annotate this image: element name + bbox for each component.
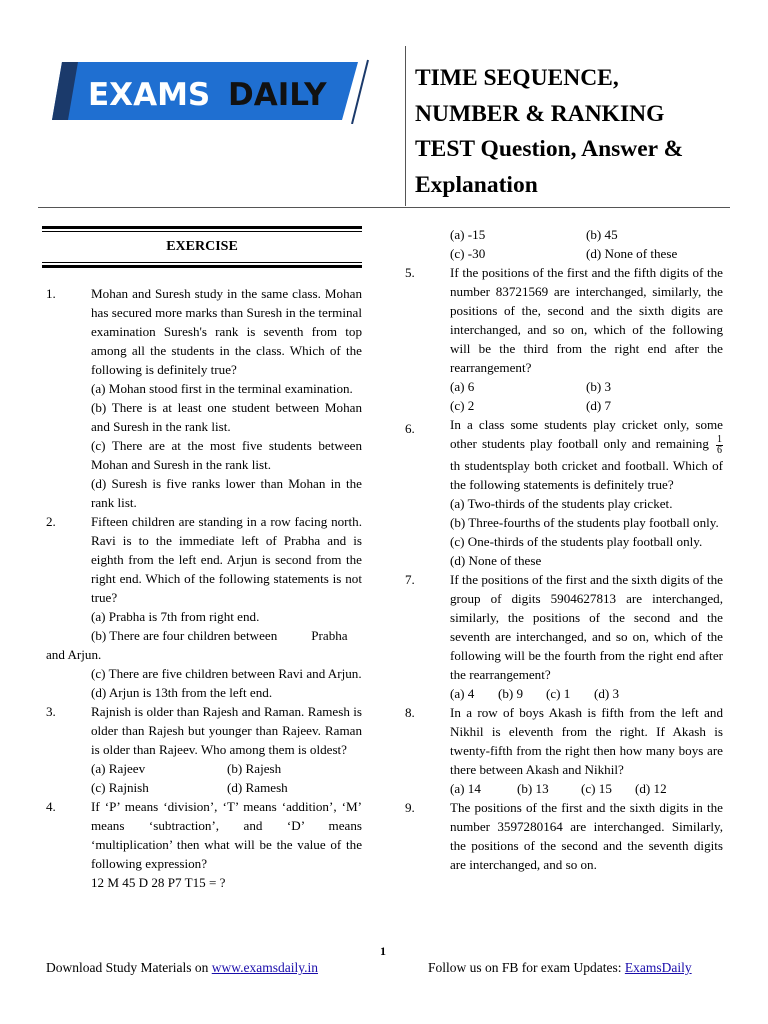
question-2-rest bbox=[46, 664, 362, 702]
title-line: TIME SEQUENCE, bbox=[415, 65, 619, 91]
question-text: If the positions of the first and the sixth digits of the group of digits 5904627813 are interchanged, similarly, the positions of the second and the seventh are interchanged, and so on, which of the following will be the fourth from the right end after the rearrangement? bbox=[450, 571, 723, 682]
page-number: 1 bbox=[380, 944, 386, 958]
option-c: (c) There are at the most five students between Mohan and Suresh in the rank list. bbox=[91, 438, 362, 472]
options-row bbox=[450, 377, 723, 396]
question-4 bbox=[46, 797, 362, 892]
question-text: If ‘P’ means ‘division’, ‘T’ means ‘addition’, ‘M’ means ‘subtraction’, and ‘D’ means ‘multiplication’ then what will be the value of the following expression? bbox=[91, 799, 362, 871]
question-8 bbox=[405, 703, 723, 798]
option-a: (a) Two-thirds of the students play cricket. bbox=[450, 495, 673, 511]
options-row bbox=[91, 778, 362, 797]
title-line: NUMBER & RANKING bbox=[415, 100, 665, 127]
facebook-link[interactable]: ExamsDaily bbox=[624, 960, 692, 975]
option-d: (d) 3 bbox=[594, 685, 620, 701]
question-expression: 12 M 45 D 28 P7 T15 = ? bbox=[91, 875, 226, 890]
question-text: In a row of boys Akash is fifth from the left and Nikhil is eleventh from the right. If Akash is twenty-fifth from the right then how many boys are there between Akash and Nikhil? bbox=[450, 704, 723, 777]
option-b-continuation: and Arjun. bbox=[46, 647, 102, 662]
exercise-heading-box bbox=[42, 226, 362, 268]
option-c: (c) 1 bbox=[546, 685, 571, 701]
svg-text:EXAMS: EXAMS bbox=[88, 77, 211, 113]
page-title bbox=[415, 61, 755, 203]
option-b: (b) 9 bbox=[498, 685, 524, 701]
option-b: (b) There is at least one student between Mohan and Suresh in the rank list. bbox=[91, 400, 362, 434]
question-5 bbox=[405, 263, 723, 415]
question-number: 7. bbox=[405, 571, 415, 587]
question-text-part1: In a class some students play cricket only, some other students play football only and remaining bbox=[450, 417, 723, 451]
header-divider bbox=[405, 46, 406, 206]
fraction-denominator: 6 bbox=[716, 444, 722, 456]
question-text: The positions of the first and the sixth digits in the number 3597280164 are interchanged. Similarly, the positions of the second and the seventh digits are interchanged, and so on. bbox=[450, 799, 723, 872]
question-number: 4. bbox=[46, 799, 56, 814]
option-d: (d) 12 bbox=[635, 780, 667, 796]
question-9 bbox=[405, 798, 723, 874]
header-rule bbox=[38, 207, 730, 208]
options-row bbox=[450, 684, 723, 703]
option-a: (a) -15 bbox=[450, 227, 486, 242]
fraction-numerator: 1 bbox=[716, 433, 722, 445]
question-text bbox=[450, 415, 723, 494]
option-b: (b) Three-fourths of the students play football only. bbox=[450, 514, 719, 530]
option-c: (c) 15 bbox=[581, 780, 612, 796]
footer-right-text: Follow us on FB for exam Updates: bbox=[428, 960, 625, 975]
footer-left-text: Download Study Materials on bbox=[46, 960, 212, 975]
footer-right bbox=[428, 960, 692, 976]
option-c: (c) There are five children between Ravi and Arjun. bbox=[91, 666, 362, 681]
option-b: (b) 3 bbox=[586, 379, 612, 394]
options-row bbox=[450, 779, 723, 798]
option-a: (a) 6 bbox=[450, 379, 475, 394]
option-a: (a) Prabha is 7th from right end. bbox=[91, 609, 260, 624]
option-d: (d) None of these bbox=[586, 246, 678, 261]
option-a: (a) 14 bbox=[450, 780, 481, 796]
question-text: If the positions of the first and the fifth digits of the number 83721569 are interchanged, similarly, the positions of the, second and the sixth digits are interchanged, and so on, which of the following will be the third from the right end after the rearrangement? bbox=[450, 265, 723, 375]
fraction bbox=[716, 435, 723, 456]
option-b-part2: Prabha bbox=[311, 628, 348, 643]
question-number: 3. bbox=[46, 704, 56, 719]
options-row bbox=[91, 759, 362, 778]
left-column bbox=[46, 226, 362, 892]
option-d: (d) None of these bbox=[450, 552, 542, 568]
options-row bbox=[450, 225, 723, 244]
svg-text:DAILY: DAILY bbox=[228, 77, 327, 113]
question-text: Rajnish is older than Rajesh and Raman. Ramesh is older than Rajesh but younger than Rajeev. Raman is older than Rajeev. Who among them is oldest? bbox=[91, 704, 362, 757]
option-c: (c) -30 bbox=[450, 246, 486, 261]
question-6 bbox=[405, 415, 723, 570]
question-7 bbox=[405, 570, 723, 703]
question-text: Fifteen children are standing in a row facing north. Ravi is to the immediate left of Prabha and is eighth from the left end. Arjun is second from the right end. Which of the following statements is not true? bbox=[91, 514, 362, 605]
option-d: (d) Arjun is 13th from the left end. bbox=[91, 685, 273, 700]
option-c: (c) Rajnish bbox=[91, 780, 149, 795]
option-a: (a) 4 bbox=[450, 685, 475, 701]
title-line: TEST Question, Answer & bbox=[415, 136, 684, 162]
right-column bbox=[405, 225, 723, 874]
question-text-part2: th studentsplay both cricket and football. Which of the following statements is definitely true? bbox=[450, 457, 723, 492]
option-d: (d) Ramesh bbox=[227, 780, 288, 795]
option-b-part1: (b) There are four children between bbox=[91, 628, 278, 643]
question-number: 9. bbox=[405, 799, 415, 815]
option-a: (a) Mohan stood first in the terminal examination. bbox=[91, 381, 353, 396]
exercise-heading: EXERCISE bbox=[166, 239, 238, 254]
question-number: 8. bbox=[405, 704, 415, 720]
option-c: (c) One-thirds of the students play football only. bbox=[450, 533, 703, 549]
footer-left bbox=[46, 960, 318, 976]
options-row bbox=[450, 244, 723, 263]
option-d: (d) Suresh is five ranks lower than Mohan in the rank list. bbox=[91, 476, 362, 510]
website-link[interactable]: www.examsdaily.in bbox=[211, 960, 318, 975]
exams-daily-logo bbox=[52, 58, 372, 124]
option-b: (b) Rajesh bbox=[227, 761, 282, 776]
question-4-options bbox=[405, 225, 723, 263]
option-b: (b) 45 bbox=[586, 227, 618, 242]
option-d: (d) 7 bbox=[586, 398, 612, 413]
question-number: 1. bbox=[46, 286, 56, 301]
question-number: 5. bbox=[405, 265, 415, 280]
option-b: (b) 13 bbox=[517, 780, 549, 796]
question-number: 2. bbox=[46, 514, 56, 529]
title-line: Explanation bbox=[415, 171, 538, 198]
option-c: (c) 2 bbox=[450, 398, 475, 413]
option-b bbox=[91, 626, 362, 645]
option-a: (a) Rajeev bbox=[91, 761, 146, 776]
question-number: 6. bbox=[405, 421, 415, 436]
question-text: Mohan and Suresh study in the same class. Mohan has secured more marks than Suresh in the terminal examination Suresh's rank is seventh from top among all the students in the class. Which of the following is definitely true? bbox=[91, 286, 362, 377]
options-row bbox=[450, 396, 723, 415]
question-2 bbox=[46, 512, 362, 645]
question-1 bbox=[46, 284, 362, 512]
question-3 bbox=[46, 702, 362, 797]
